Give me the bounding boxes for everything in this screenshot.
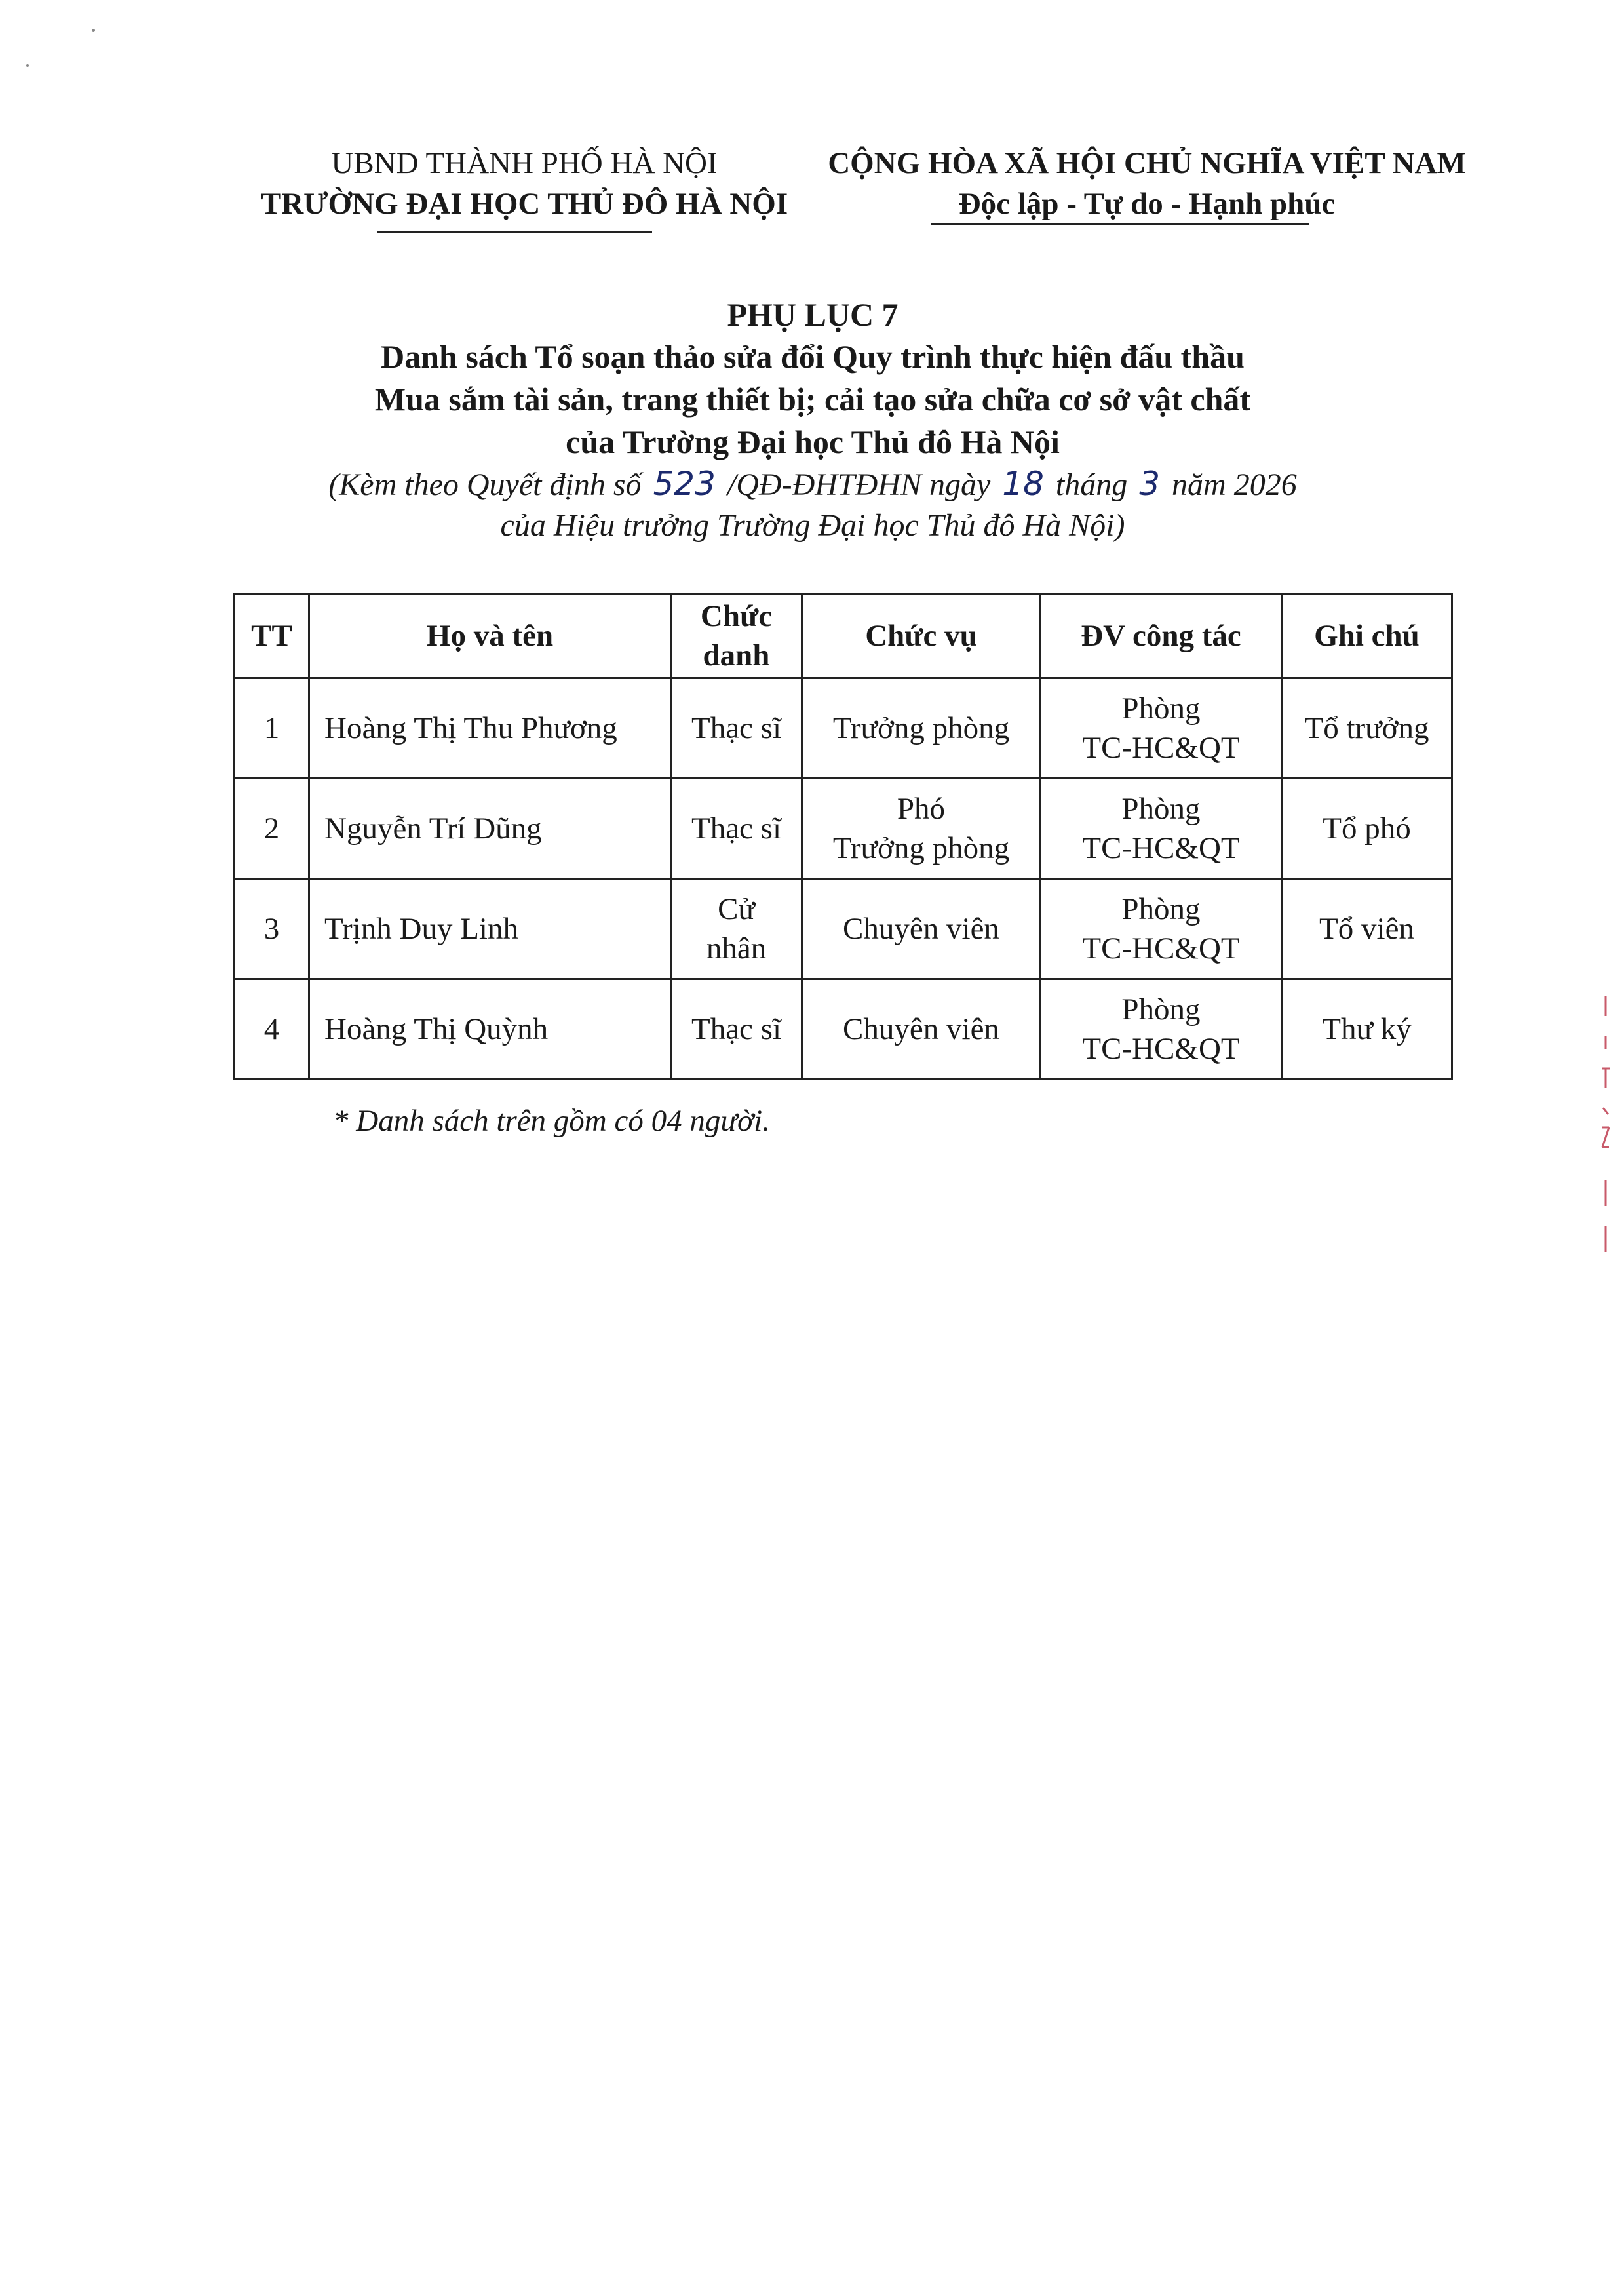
header-title [671, 594, 802, 678]
cell-position-line-1: Chuyên viên [843, 912, 999, 946]
header-note: Ghi chú [1282, 594, 1452, 678]
cell-note: Tổ phó [1282, 779, 1452, 879]
cell-name: Hoàng Thị Quỳnh [309, 979, 671, 1080]
cell-position-line-1: Chuyên viên [843, 1012, 999, 1046]
cell-position [802, 779, 1041, 879]
school-name: TRƯỜNG ĐẠI HỌC THỦ ĐÔ HÀ NỘI [260, 187, 788, 221]
document-title-block [184, 294, 1442, 546]
cell-unit-line-2: TC-HC&QT [1082, 731, 1240, 765]
header-unit: ĐV công tác [1041, 594, 1282, 678]
table-row [235, 779, 1452, 879]
cell-title-line-1: Thạc sĩ [691, 812, 782, 846]
cell-position [802, 678, 1041, 779]
header-tt: TT [235, 594, 309, 678]
motto: Độc lập - Tự do - Hạnh phúc [958, 187, 1336, 221]
appendix-label: PHỤ LỤC 7 [727, 296, 899, 333]
cell-name: Nguyễn Trí Dũng [309, 779, 671, 879]
decision-day: 18 [1002, 465, 1044, 503]
cell-note: Thư ký [1282, 979, 1452, 1080]
header-left-underline [377, 231, 652, 233]
cell-title-line-1: Thạc sĩ [691, 711, 782, 745]
title-line-1: Danh sách Tổ soạn thảo sửa đổi Quy trình thực hiện đấu thầu [381, 338, 1245, 375]
attachment-reference [184, 463, 1442, 505]
header-title-line-2: danh [703, 638, 770, 673]
cell-note: Tổ viên [1282, 879, 1452, 979]
cell-unit-line-2: TC-HC&QT [1082, 1032, 1240, 1066]
cell-unit [1041, 779, 1282, 879]
cell-tt: 4 [235, 979, 309, 1080]
header-right-underline [931, 223, 1309, 225]
cell-unit [1041, 678, 1282, 779]
cell-title-line-1: Cử [718, 892, 755, 926]
cell-note: Tổ trưởng [1282, 678, 1452, 779]
table-header-row [235, 594, 1452, 678]
national-motto-block [806, 143, 1488, 224]
city-committee-name: UBND THÀNH PHỐ HÀ NỘI [331, 146, 718, 180]
cell-tt: 1 [235, 678, 309, 779]
cell-title [671, 678, 802, 779]
title-line-3: của Trường Đại học Thủ đô Hà Nội [566, 423, 1060, 460]
decision-month: 3 [1139, 465, 1161, 503]
member-table [233, 593, 1453, 1080]
cell-unit [1041, 979, 1282, 1080]
cell-title [671, 979, 802, 1080]
cell-unit-line-1: Phòng [1121, 792, 1201, 826]
cell-title-line-1: Thạc sĩ [691, 1012, 782, 1046]
header-name: Họ và tên [309, 594, 671, 678]
cell-unit-line-2: TC-HC&QT [1082, 831, 1240, 865]
cell-unit-line-1: Phòng [1121, 992, 1201, 1027]
table-row [235, 979, 1452, 1080]
cell-title [671, 879, 802, 979]
cell-position-line-1: Trưởng phòng [832, 711, 1010, 745]
attach-middle: /QĐ-ĐHTĐHN ngày [727, 467, 991, 502]
cell-unit-line-1: Phòng [1121, 692, 1201, 726]
cell-position-line-2: Trưởng phòng [832, 831, 1010, 865]
header-position: Chức vụ [802, 594, 1041, 678]
title-line-2: Mua sắm tài sản, trang thiết bị; cải tạo sửa chữa cơ sở vật chất [374, 381, 1251, 418]
decision-number: 523 [653, 465, 716, 503]
cell-tt: 3 [235, 879, 309, 979]
nation-name: CỘNG HÒA XÃ HỘI CHỦ NGHĨA VIỆT NAM [828, 146, 1466, 180]
margin-marks-icon [1599, 996, 1612, 1259]
issuer-line: của Hiệu trưởng Trường Đại học Thủ đô Hà Nội) [500, 508, 1125, 543]
member-table-container [233, 593, 1451, 1080]
cell-name: Trịnh Duy Linh [309, 879, 671, 979]
cell-unit [1041, 879, 1282, 979]
cell-tt: 2 [235, 779, 309, 879]
month-label: tháng [1055, 467, 1128, 502]
attach-prefix: (Kèm theo Quyết định số [328, 467, 642, 502]
cell-unit-line-1: Phòng [1121, 892, 1201, 926]
table-row [235, 678, 1452, 779]
cell-position-line-1: Phó [897, 792, 946, 826]
table-row [235, 879, 1452, 979]
cell-unit-line-2: TC-HC&QT [1082, 931, 1240, 966]
footnote: * Danh sách trên gồm có 04 người. [333, 1104, 770, 1138]
cell-title-line-2: nhân [706, 931, 767, 966]
cell-position [802, 979, 1041, 1080]
cell-title [671, 779, 802, 879]
scan-speck [92, 29, 95, 32]
cell-name: Hoàng Thị Thu Phương [309, 678, 671, 779]
scan-speck [26, 64, 29, 67]
header-title-line-1: Chức [700, 599, 773, 633]
cell-position [802, 879, 1041, 979]
year-label: năm 2026 [1172, 467, 1297, 502]
issuing-authority-block [236, 143, 813, 224]
